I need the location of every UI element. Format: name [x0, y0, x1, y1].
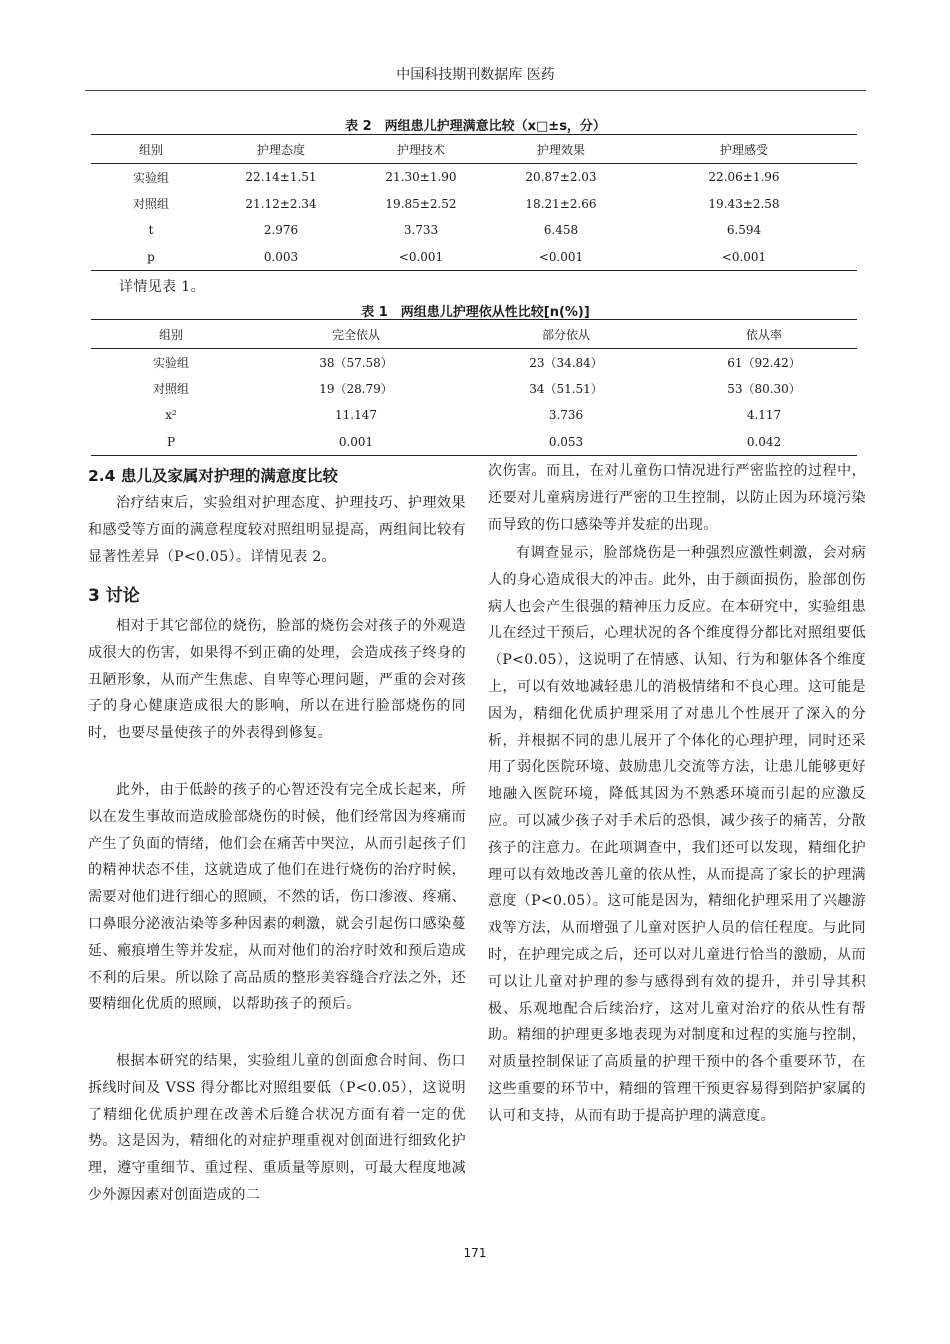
table-cell: 53（80.30）: [727, 382, 801, 397]
table2-col-header: 护理技术: [351, 135, 491, 164]
table-cell: <0.001: [491, 244, 631, 271]
table-cell: 3.736: [548, 408, 584, 423]
table2-col-header: 护理感受: [631, 135, 857, 164]
table-cell: 0.053: [461, 429, 671, 456]
table-cell: p: [91, 244, 211, 271]
table-cell: <0.001: [351, 244, 491, 271]
table-cell: 19.85±2.52: [385, 196, 457, 211]
table-row: [91, 191, 857, 218]
table-cell: 18.21±2.66: [525, 196, 597, 211]
table-cell: <0.001: [631, 244, 857, 271]
table2-col-header: 护理效果: [491, 135, 631, 164]
right-paragraph-2: 有调查显示，脸部烧伤是一种强烈应激性刺激，会对病人的身心造成很大的冲击。此外，由于颜面损伤，脸部创伤病人也会产生很强的精神压力反应。在本研究中，实验组患儿在经过干预后，心理状况的各个维度得分都比对照组要低（P<0.05），这说明了在情感、认知、行为和躯体各个维度上，可以有效地减轻患儿的消极情绪和不良心理。这可能是因为，精细化优质护理采用了对患儿个性展开了深入的分析，并根据不同的患儿展开了个体化的心理护理，同时还采用了弱化医院环境、鼓励患儿交流等方法，让患儿能够更好地融入医院环境，降低其因为不熟悉环境而引起的应激反应。可以减少孩子对手术后的恐惧，减少孩子的痛苦，分散孩子的注意力。在此项调查中，我们还可以发现，精细化护理可以有效地改善儿童的依从性，从而提高了家长的护理满意度（P<0.05）。这可能是因为，精细化护理采用了兴趣游戏等方法，从而增强了儿童对医护人员的信任程度。与此同时，在护理完成之后，还可以对儿童进行恰当的激励，从而可以让儿童对护理的参与感得到有效的提升，并引导其积极、乐观地配合后续治疗，这对儿童对治疗的依从性有帮助。精细的护理更多地表现为对制度和过程的实施与控制，对质量控制保证了高质量的护理干预中的各个重要环节，在这些重要的环节中，精细的管理干预更容易得到陪护家属的认可和支持，从而有助于提高护理的满意度。: [488, 545, 866, 1124]
table-cell: 对照组: [152, 382, 189, 397]
table-cell: P: [91, 429, 251, 456]
table-cell: 0.003: [211, 244, 351, 271]
table-cell: 61（92.42）: [727, 355, 801, 370]
left-paragraph-4: 根据本研究的结果，实验组儿童的创面愈合时间、伤口拆线时间及 VSS 得分都比对照组要低（P<0.05），这说明了精细化优质护理在改善术后缝合状况方面有着一定的优势。这是因为，精细化的对症护理重视对创面进行细致化护理，遵守重细节、重过程、重质量等原则，可最大程度地减少外源因素对创面造成的二: [88, 1053, 466, 1203]
table1-header-row: [91, 320, 857, 349]
table-cell: 0.042: [671, 429, 857, 456]
table-cell: 对照组: [132, 197, 169, 212]
table-cell: 实验组: [152, 355, 189, 370]
header-rule: [85, 90, 866, 91]
table-cell: 0.001: [251, 429, 461, 456]
table1: [91, 319, 857, 456]
table1-col-header: 部分依从: [461, 320, 671, 349]
section-heading-2-4: 2.4 患儿及家属对护理的满意度比较: [88, 467, 338, 485]
table-row: [91, 429, 857, 456]
table1-col-header: 依从率: [671, 320, 857, 349]
table2-header-row: [91, 135, 857, 164]
note-text: 详情见表 1。: [119, 279, 205, 295]
section-heading-3: 3 讨论: [88, 586, 140, 606]
table-cell: 23（34.84）: [529, 355, 603, 370]
table1-caption: 表 1 两组患儿护理依从性比较[n(%)]: [361, 305, 590, 320]
table-cell: 4.117: [746, 408, 782, 423]
table-row: [91, 349, 857, 376]
table1-col-header: 完全依从: [251, 320, 461, 349]
table2-col-header: 组别: [91, 135, 211, 164]
left-paragraph-1: 治疗结束后，实验组对护理态度、护理技巧、护理效果和感受等方面的满意程度较对照组明显提高，两组间比较有显著性差异（P<0.05）。详情见表 2。: [88, 495, 466, 565]
table-row: [91, 376, 857, 403]
table-cell: 6.594: [726, 223, 762, 238]
table-row: [91, 244, 857, 271]
table-cell: x²: [165, 408, 177, 423]
table2: [91, 134, 857, 271]
table-cell: 3.733: [403, 223, 439, 238]
right-paragraph-1: 次伤害。而且，在对儿童伤口情况进行严密监控的过程中，还要对儿童病房进行严密的卫生控制，以防止因为环境污染而导致的伤口感染等并发症的出现。: [488, 463, 866, 533]
running-header: 中国科技期刊数据库 医药: [396, 67, 555, 83]
table-cell: 21.30±1.90: [385, 170, 457, 185]
table2-caption: 表 2 两组患儿护理满意比较（x□±s，分）: [345, 119, 606, 134]
table-row: [91, 164, 857, 191]
table-cell: 21.12±2.34: [245, 196, 317, 211]
table-row: [91, 402, 857, 429]
left-paragraph-3: 此外，由于低龄的孩子的心智还没有完全成长起来，所以在发生事故而造成脸部烧伤的时候，他们经常因为疼痛而产生了负面的情绪，他们会在痛苦中哭泣，从而引起孩子们的精神状态不佳，这就造成了他们在进行烧伤的治疗时候，需要对他们进行细心的照顾，不然的话，伤口渗液、疼痛、口鼻眼分泌液沾染等多种因素的刺激，就会引起伤口感染蔓延、瘢痕增生等并发症，从而对他们的治疗时效和预后造成不利的后果。所以除了高品质的整形美容缝合疗法之外，还要精细化优质的照顾，以帮助孩子的预后。: [88, 782, 466, 1013]
table-cell: 6.458: [543, 223, 579, 238]
table-cell: t: [148, 223, 154, 238]
left-paragraph-2: 相对于其它部位的烧伤，脸部的烧伤会对孩子的外观造成很大的伤害，如果得不到正确的处理，会造成孩子终身的丑陋形象，从而产生焦虑、自卑等心理问题，严重的会对孩子的身心健康造成很大的影响，所以在进行脸部烧伤的同时，也要尽量使孩子的外表得到修复。: [88, 618, 466, 742]
table-cell: 19（28.79）: [319, 382, 393, 397]
table-row: [91, 217, 857, 244]
table2-col-header: 护理态度: [211, 135, 351, 164]
table-cell: 19.43±2.58: [708, 196, 780, 211]
table-cell: 实验组: [132, 170, 169, 185]
table1-col-header: 组别: [91, 320, 251, 349]
table-cell: 22.06±1.96: [708, 170, 780, 185]
table-cell: 34（51.51）: [529, 382, 603, 397]
table-cell: 2.976: [263, 223, 299, 238]
table-cell: 20.87±2.03: [525, 170, 597, 185]
page-number: 171: [463, 1246, 487, 1260]
table-cell: 38（57.58）: [319, 355, 393, 370]
table-cell: 22.14±1.51: [245, 170, 317, 185]
table-cell: 11.147: [335, 408, 377, 423]
